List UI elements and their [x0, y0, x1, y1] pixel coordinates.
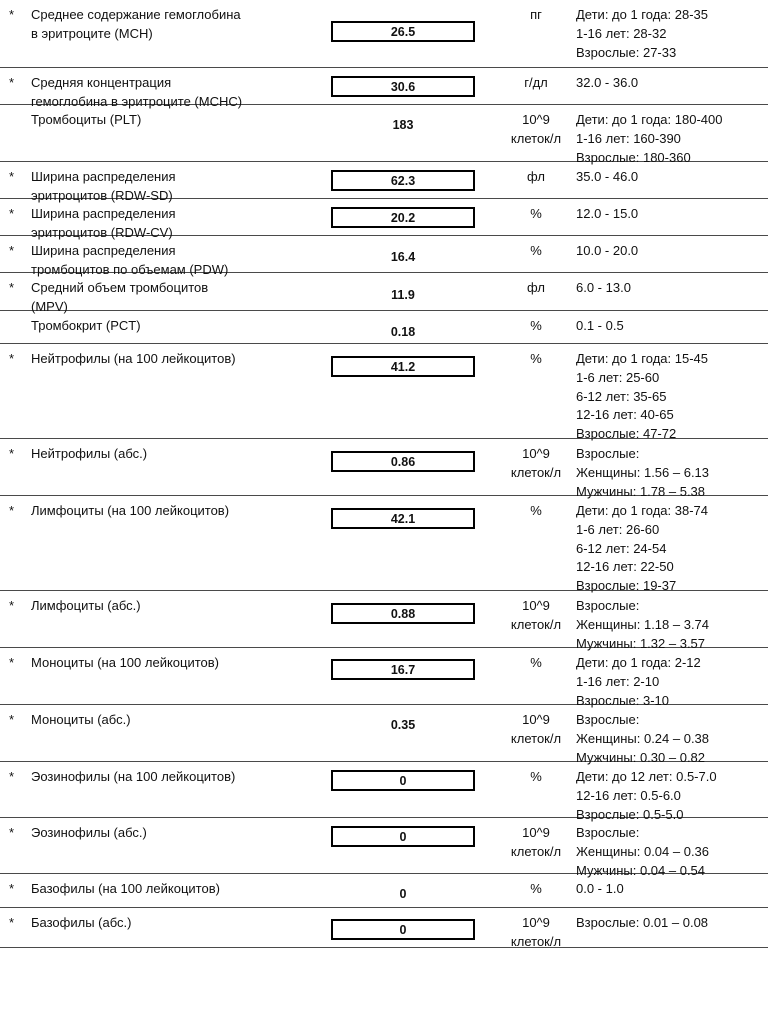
table-row — [0, 874, 768, 908]
test-unit: г/дл — [524, 75, 548, 90]
reference-range: Взрослые: Женщины: 0.04 – 0.36 Мужчины: 0.04 – 0.54 — [576, 825, 710, 878]
test-name: Базофилы (абс.) — [31, 915, 132, 930]
abnormal-mark: * — [9, 243, 15, 258]
test-unit: % — [530, 206, 542, 221]
test-name: Эозинофилы (абс.) — [31, 825, 147, 840]
test-unit: 10^9 клеток/л — [510, 825, 562, 859]
test-unit: % — [530, 655, 542, 670]
test-unit: % — [530, 881, 542, 896]
test-name: Лимфоциты (абс.) — [31, 598, 141, 613]
reference-range: Взрослые: Женщины: 1.18 – 3.74 Мужчины: 1.32 – 3.57 — [576, 598, 710, 651]
reference-range: Дети: до 1 года: 38-74 1-6 лет: 26-60 6-12 лет: 24-54 12-16 лет: 22-50 Взрослые: 19-37 — [576, 503, 708, 594]
table-row — [0, 648, 768, 708]
test-value: 16.4 — [390, 250, 416, 264]
test-value: 42.1 — [331, 508, 475, 529]
test-unit: пг — [530, 7, 542, 22]
table-row — [0, 908, 768, 948]
test-unit: % — [530, 351, 542, 366]
test-unit: % — [530, 318, 542, 333]
test-name: Средняя концентрация гемоглобина в эритроците (MCHC) — [31, 75, 243, 109]
table-row — [0, 762, 768, 822]
test-unit: фл — [527, 169, 545, 184]
test-name: Среднее содержание гемоглобина в эритроците (MCH) — [31, 7, 241, 41]
test-value: 0 — [331, 919, 475, 940]
reference-range: Дети: до 1 года: 15-45 1-6 лет: 25-60 6-12 лет: 35-65 12-16 лет: 40-65 Взрослые: 47-72 — [576, 351, 708, 442]
abnormal-mark: * — [9, 7, 15, 22]
test-name: Тромбокрит (PCT) — [31, 318, 141, 333]
test-name: Ширина распределения эритроцитов (RDW-SD) — [31, 169, 176, 203]
test-value: 11.9 — [391, 288, 415, 302]
reference-range: Дети: до 12 лет: 0.5-7.0 12-16 лет: 0.5-6.0 Взрослые: 0.5-5.0 — [576, 769, 717, 822]
table-row — [0, 818, 768, 878]
reference-range: 0.0 - 1.0 — [576, 881, 624, 896]
test-value: 41.2 — [331, 356, 475, 377]
test-value: 0 — [331, 826, 475, 847]
reference-range: Взрослые: Женщины: 0.24 – 0.38 Мужчины: 0.30 – 0.82 — [576, 712, 710, 765]
test-value: 0.35 — [390, 718, 416, 732]
reference-range: 6.0 - 13.0 — [576, 280, 631, 295]
test-name: Моноциты (абс.) — [31, 712, 131, 727]
table-row — [0, 68, 768, 109]
table-row — [0, 162, 768, 203]
test-value: 26.5 — [331, 21, 475, 42]
table-row — [0, 311, 768, 344]
test-name: Средний объем тромбоцитов (MPV) — [31, 280, 209, 314]
abnormal-mark: * — [9, 655, 15, 670]
abnormal-mark: * — [9, 446, 15, 461]
test-name: Ширина распределения эритроцитов (RDW-CV) — [31, 206, 176, 240]
reference-range: 0.1 - 0.5 — [576, 318, 624, 333]
reference-range: 35.0 - 46.0 — [576, 169, 639, 184]
test-unit: 10^9 клеток/л — [510, 712, 562, 746]
test-name: Лимфоциты (на 100 лейкоцитов) — [31, 503, 230, 518]
abnormal-mark: * — [9, 169, 15, 184]
test-name: Тромбоциты (PLT) — [31, 112, 142, 127]
abnormal-mark: * — [9, 598, 15, 613]
test-unit: % — [530, 769, 542, 784]
table-row — [0, 273, 768, 314]
test-value: 16.7 — [331, 659, 475, 680]
test-value: 0.88 — [331, 603, 475, 624]
table-row — [0, 439, 768, 499]
abnormal-mark: * — [9, 75, 15, 90]
abnormal-mark: * — [9, 351, 15, 366]
table-row — [0, 344, 768, 442]
reference-range: Взрослые: Женщины: 1.56 – 6.13 Мужчины: 1.78 – 5.38 — [576, 446, 710, 499]
test-name: Нейтрофилы (на 100 лейкоцитов) — [31, 351, 236, 366]
reference-range: 10.0 - 20.0 — [576, 243, 639, 258]
test-name: Базофилы (на 100 лейкоцитов) — [31, 881, 220, 896]
table-row — [0, 496, 768, 594]
test-value: 0 — [331, 770, 475, 791]
test-unit: 10^9 клеток/л — [510, 446, 562, 480]
abnormal-mark: * — [9, 712, 15, 727]
test-value: 62.3 — [331, 170, 475, 191]
reference-range: Взрослые: 0.01 – 0.08 — [576, 915, 709, 930]
test-unit: 10^9 клеток/л — [510, 598, 562, 632]
abnormal-mark: * — [9, 769, 15, 784]
test-name: Нейтрофилы (абс.) — [31, 446, 148, 461]
test-name: Ширина распределения тромбоцитов по объемам (PDW) — [31, 243, 229, 277]
test-value: 0.86 — [331, 451, 475, 472]
table-row — [0, 105, 768, 165]
abnormal-mark: * — [9, 825, 15, 840]
test-value: 183 — [392, 118, 414, 132]
test-unit: % — [530, 503, 542, 518]
reference-range: Дети: до 1 года: 180-400 1-16 лет: 160-390 Взрослые: 180-360 — [576, 112, 723, 165]
test-name: Моноциты (на 100 лейкоцитов) — [31, 655, 220, 670]
test-unit: 10^9 клеток/л — [510, 112, 562, 146]
abnormal-mark: * — [9, 881, 15, 896]
test-value: 30.6 — [331, 76, 475, 97]
test-value: 20.2 — [331, 207, 475, 228]
table-row — [0, 0, 768, 68]
table-row — [0, 591, 768, 651]
table-row — [0, 236, 768, 277]
abnormal-mark: * — [9, 915, 15, 930]
reference-range: Дети: до 1 года: 28-35 1-16 лет: 28-32 Взрослые: 27-33 — [576, 7, 708, 60]
test-value: 0.18 — [390, 325, 416, 339]
test-value: 0 — [399, 887, 407, 901]
table-row — [0, 705, 768, 765]
test-name: Эозинофилы (на 100 лейкоцитов) — [31, 769, 236, 784]
test-unit: 10^9 клеток/л — [510, 915, 562, 949]
reference-range: 12.0 - 15.0 — [576, 206, 639, 221]
abnormal-mark: * — [9, 503, 15, 518]
reference-range: 32.0 - 36.0 — [576, 75, 639, 90]
table-row — [0, 199, 768, 240]
test-unit: фл — [527, 280, 545, 295]
test-unit: % — [530, 243, 542, 258]
reference-range: Дети: до 1 года: 2-12 1-16 лет: 2-10 Взрослые: 3-10 — [576, 655, 701, 708]
abnormal-mark: * — [9, 206, 15, 221]
abnormal-mark: * — [9, 280, 15, 295]
